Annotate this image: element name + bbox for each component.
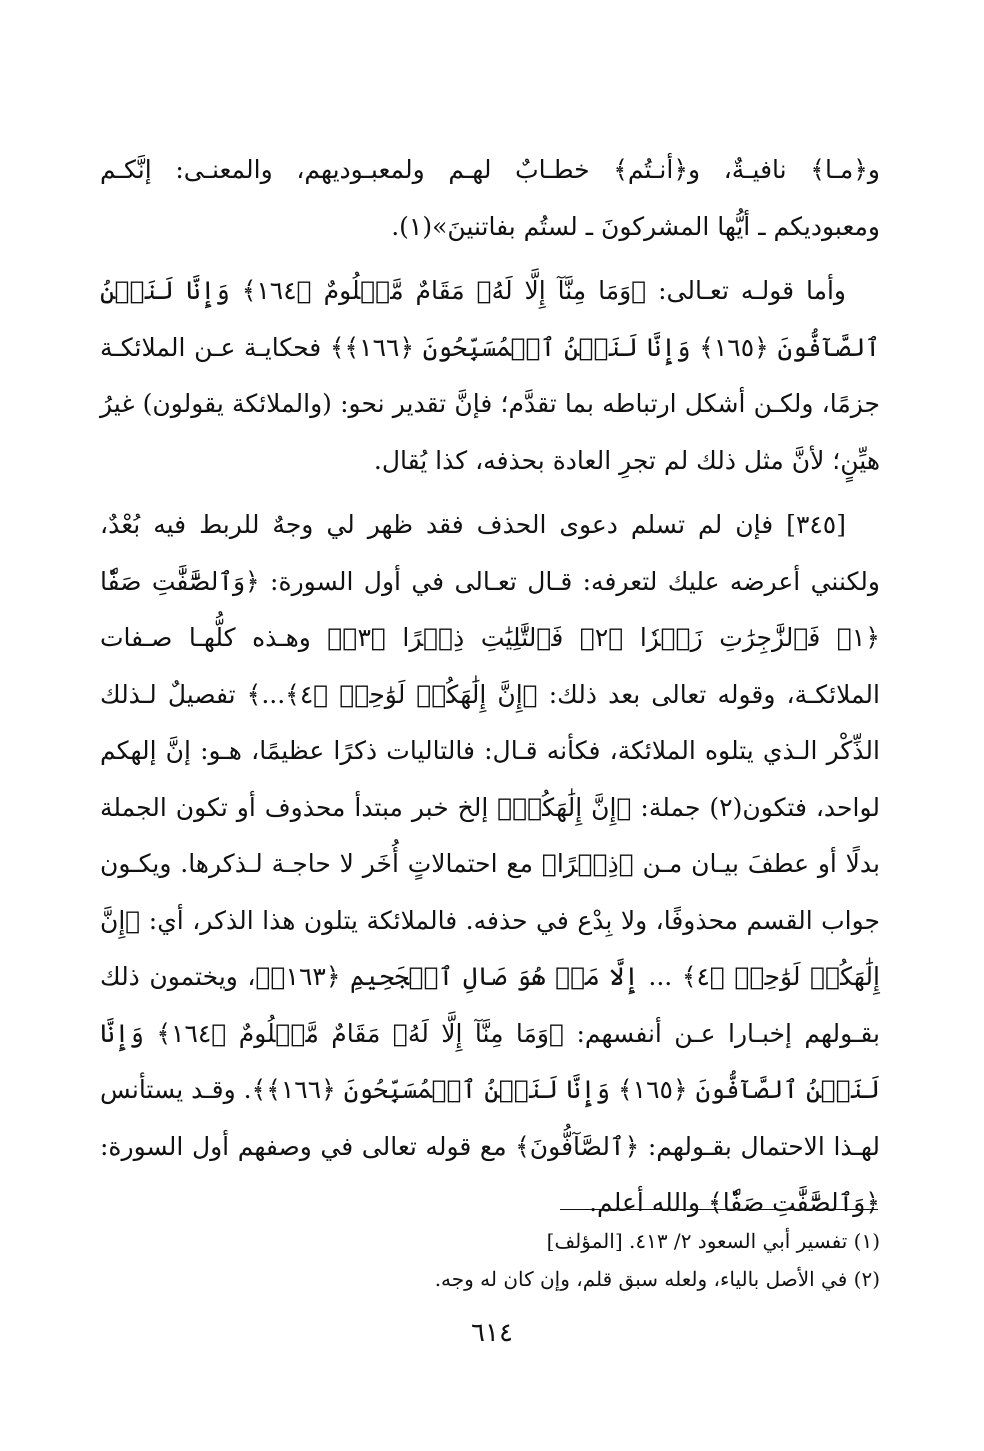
- page-number: ٦١٤: [471, 1318, 513, 1348]
- footnote-1: (١) تفسير أبي السعود ٢/ ٤١٣. [المؤلف]: [546, 1229, 880, 1253]
- main-text: [100, 142, 880, 1240]
- footnote-separator: [560, 1209, 878, 1210]
- paragraph-2: وأما قولـه تعـالى: ﴿وَمَا مِنَّآ إِلَّا لَهُۥ مَقَامٌ مَّعۡلُومٌ ﴿١٦٤﴾ وَإِنَّا لَنَحۡنُ ٱلصَّآفُّونَ ﴿١٦٥﴾ وَإِنَّا لَنَحۡنُ ٱلۡمُسَبِّحُونَ ﴿١٦٦﴾﴾ فحكايـة عـن الملائكـة جزمًا، ولكـن أشكل ارتباطه بما تقدَّم؛ فإنَّ تقدير نحو: (والملائكة يقولون) غيرُ هيِّنٍ؛ لأنَّ مثل ذلك لم تجرِ العادة بحذفه، كذا يُقال.: [100, 276, 880, 475]
- paragraph-1: و﴿مـا﴾ نافيـةٌ، و﴿أنـتُم﴾ خطـابٌ لهـم ولمعبـوديهم، والمعنـى: إنَّكـم ومعبوديكم ـ أيُّها المشركونَ ـ لستُم بفاتنينَ»(١).: [100, 155, 880, 241]
- paragraph-3: [٣٤٥] فإن لم تسلم دعوى الحذف فقد ظهر لي وجهٌ للربط فيه بُعْدٌ، ولكنني أعرضه عليك لتعرفه: قـال تعـالى في أول السورة: ﴿وَٱلصَّٰٓفَّٰتِ صَفّٗا ﴿١﴾ فَٱلزَّٰجِرَٰتِ زَجۡرٗا ﴿٢﴾ فَٱلتَّٰلِيَٰتِ ذِكۡرًا ﴿٣﴾﴾ وهـذه كلُّهـا صـفات الملائكـة، وقوله تعالى بعد ذلك: ﴿إِنَّ إِلَٰهَكُمۡ لَوَٰحِدٞ ﴿٤﴾...﴾ تفصيلٌ لـذلك الذِّكْر الـذي يتلوه الملائكة، فكأنه قـال: فالتاليات ذكرًا عظيمًا، هـو: إنَّ إلهكم لواحد، فتكون(٢) جملة: ﴿إِنَّ إِلَٰهَكُمۡ﴾ إلخ خبر مبتدأ محذوف أو تكون الجملة بدلًا أو عطفَ بيـان مـن ﴿ذِكۡرًا﴾ مع احتمالاتٍ أُخَر لا حاجـة لـذكرها. ويكـون جواب القسم محذوفًا، ولا بِدْع في حذفه. فالملائكة يتلون هذا الذكر، أي: ﴿إِنَّ إِلَٰهَكُمۡ لَوَٰحِدٞ ﴿٤﴾ ... إِلَّا مَنۡ هُوَ صَالِ ٱلۡجَحِيمِ ﴿١٦٣﴾﴾، ويختمون ذلك بقـولهم إخبـارا عـن أنفسهم: ﴿وَمَا مِنَّآ إِلَّا لَهُۥ مَقَامٌ مَّعۡلُومٌ ﴿١٦٤﴾ وَإِنَّا لَنَحۡنُ ٱلصَّآفُّونَ ﴿١٦٥﴾ وَإِنَّا لَنَحۡنُ ٱلۡمُسَبِّحُونَ ﴿١٦٦﴾﴾. وقـد يستأنس لهـذا الاحتمال بقـولهم: ﴿ٱلصَّآفُّونَ﴾ مع قوله تعالى في وصفهم أول السورة: ﴿وَٱلصَّٰٓفَّٰتِ صَفّٗا﴾ والله أعلم.: [99, 510, 881, 1217]
- footnote-2: (٢) في الأصل بالياء، ولعله سبق قلم، وإن كان له وجه.: [434, 1267, 880, 1291]
- footnotes: [100, 1222, 880, 1298]
